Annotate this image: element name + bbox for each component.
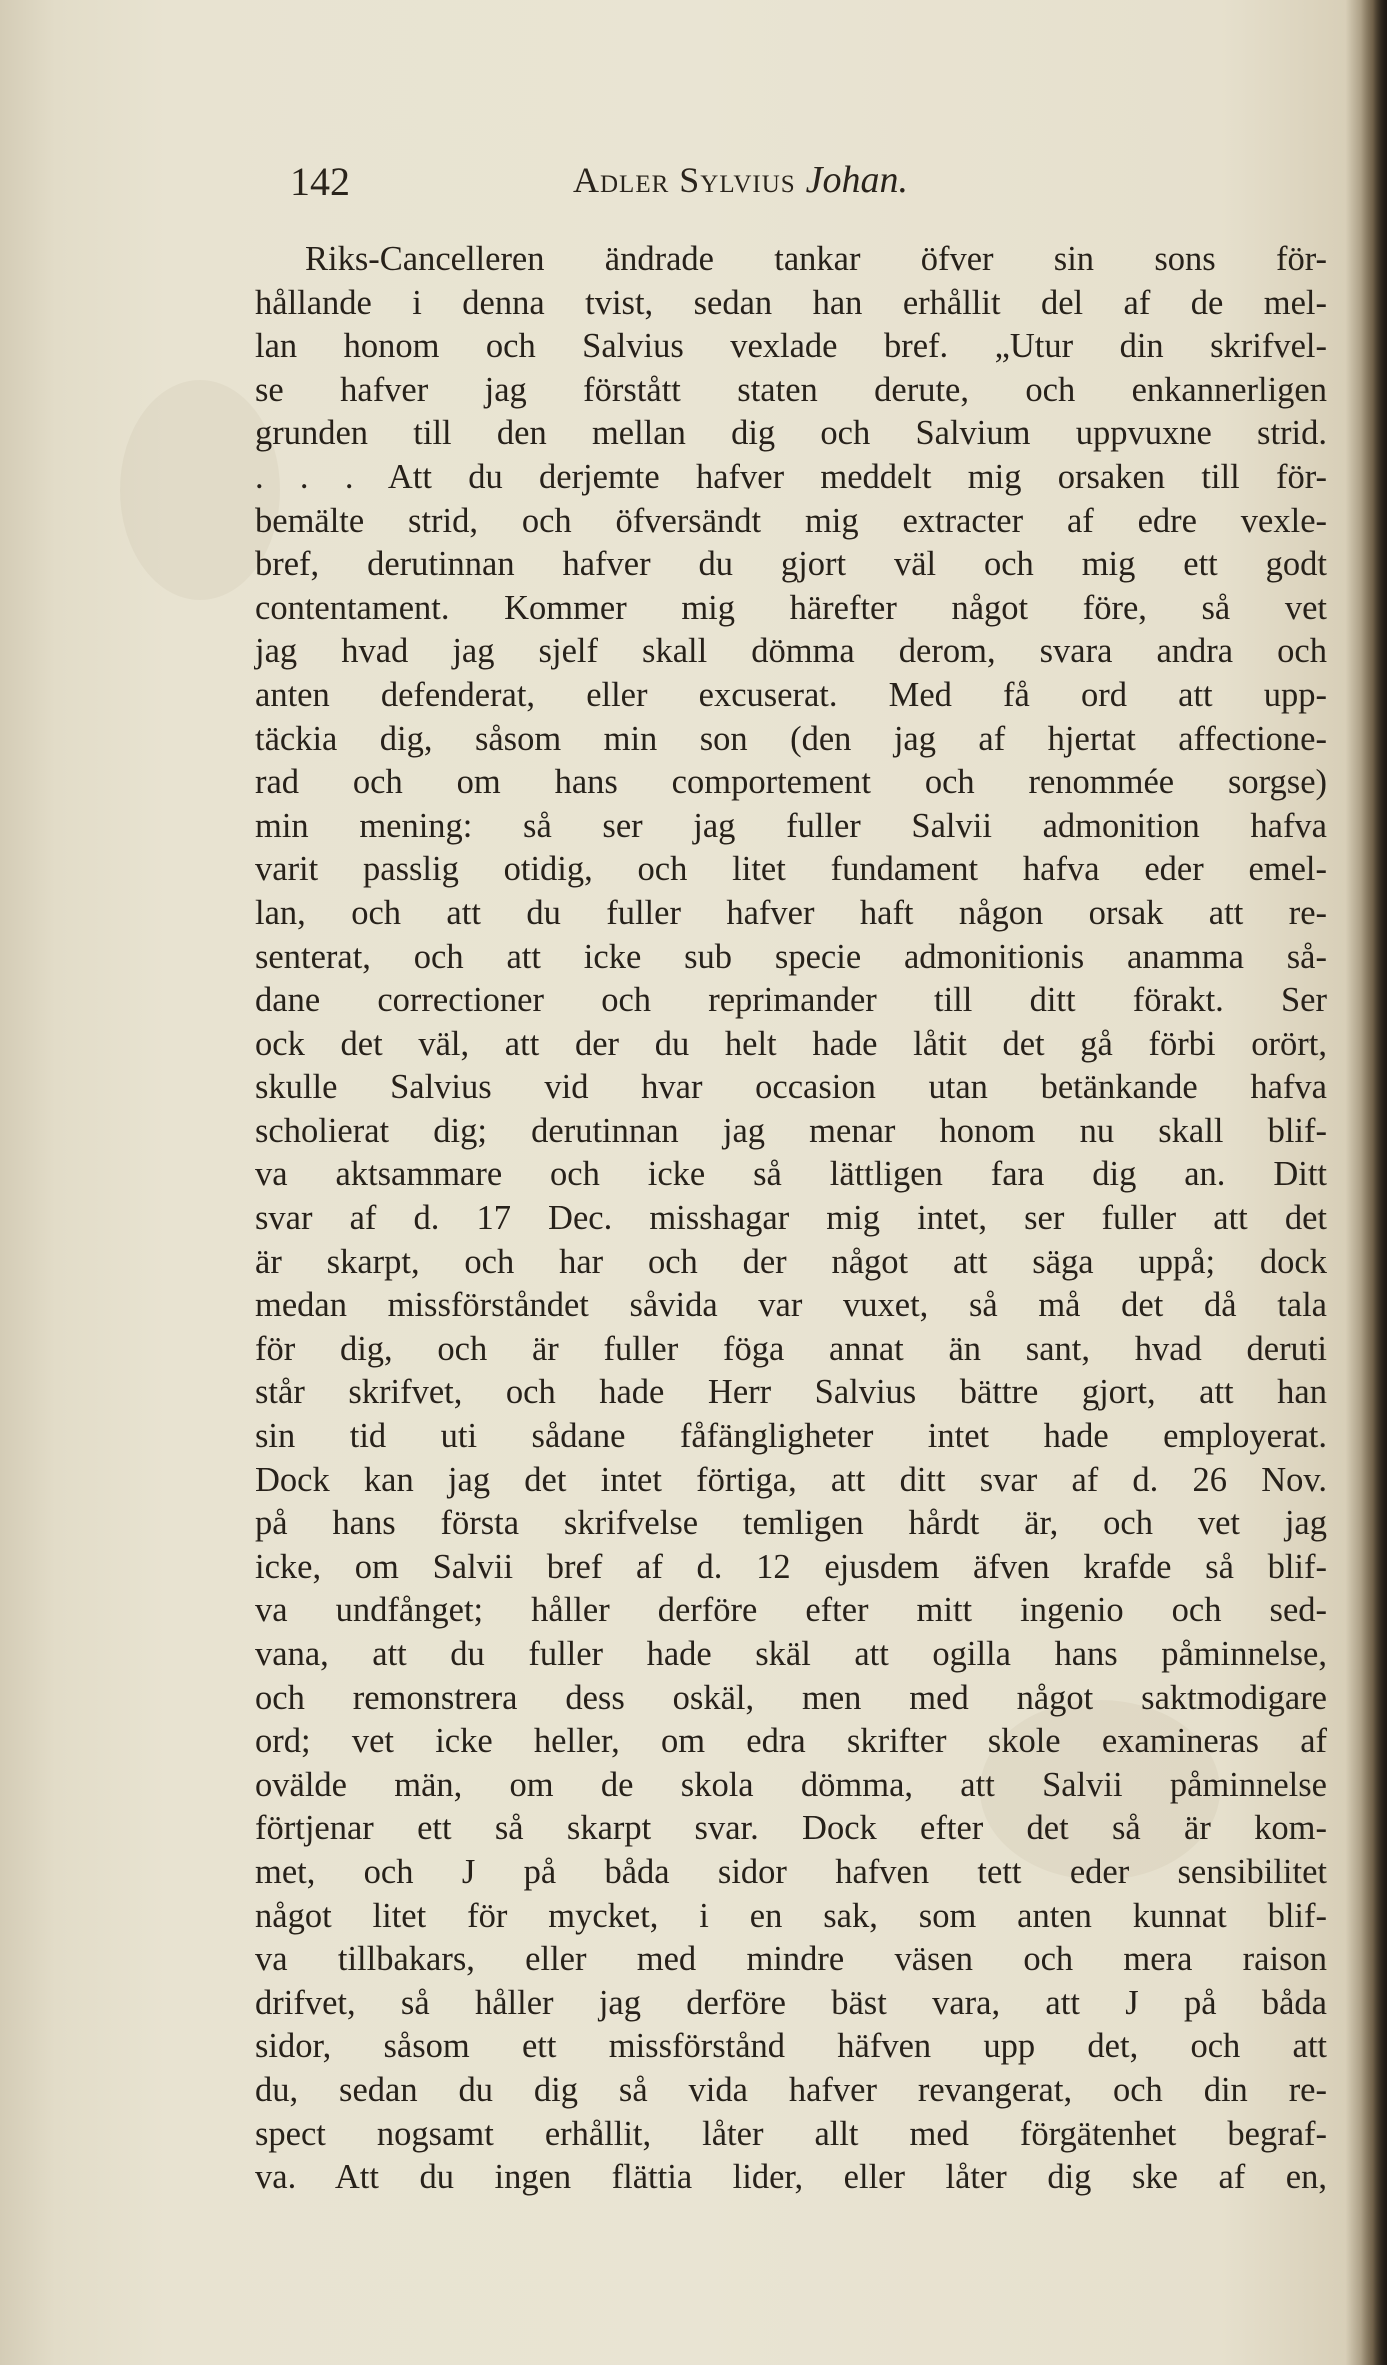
running-head-names: Adler Sylvius [573,160,796,200]
text-line: bemälte strid, och öfversändt mig extracter af edre vexle- [255,501,1327,540]
text-line: jag hvad jag sjelf skall dömma derom, svara andra och [255,632,1327,671]
text-line: icke, om Salvii bref af d. 12 ejusdem äfven krafde så blif- [255,1547,1327,1586]
text-line: va. Att du ingen flättia lider, eller låter dig ske af en, [255,2158,1327,2197]
text-line: är skarpt, och har och der något att säga uppå; dock [255,1242,1327,1281]
text-line: täckia dig, såsom min son (den jag af hjertat affectione- [255,719,1327,758]
running-head [573,158,908,202]
text-line: spect nogsamt erhållit, låter allt med förgätenhet begraf- [255,2114,1327,2153]
text-line: grunden till den mellan dig och Salvium uppvuxne strid. [255,414,1327,453]
text-line: för dig, och är fuller föga annat än sant, hvad deruti [255,1329,1327,1368]
text-line: Dock kan jag det intet förtiga, att ditt svar af d. 26 Nov. [255,1460,1327,1499]
text-line: sin tid uti sådane fåfängligheter intet hade employerat. [255,1417,1327,1456]
text-line: contentament. Kommer mig härefter något före, så vet [255,588,1327,627]
text-line: ock det väl, att der du helt hade låtit det gå förbi orört, [255,1024,1327,1063]
text-line: står skrifvet, och hade Herr Salvius bättre gjort, att han [255,1373,1327,1412]
text-line: ovälde män, om de skola dömma, att Salvii påminnelse [255,1765,1327,1804]
text-line: och remonstrera dess oskäl, men med något saktmodigare [255,1678,1327,1717]
text-line: sidor, såsom ett missförstånd häfven upp det, och att [255,2027,1327,2066]
body-text [255,238,1327,2200]
text-line: på hans första skrifvelse temligen hårdt är, och vet jag [255,1504,1327,1543]
text-line: min mening: så ser jag fuller Salvii admonition hafva [255,806,1327,845]
text-line: lan honom och Salvius vexlade bref. „Utur din skrifvel- [255,327,1327,366]
text-line: svar af d. 17 Dec. misshagar mig intet, ser fuller att det [255,1199,1327,1238]
page-header [290,158,1050,208]
text-line: va aktsammare och icke så lättligen fara dig an. Ditt [255,1155,1327,1194]
text-line: medan missförståndet såvida var vuxet, så må det då tala [255,1286,1327,1325]
text-line: met, och J på båda sidor hafven tett eder sensibilitet [255,1852,1327,1891]
text-line: du, sedan du dig så vida hafver revangerat, och din re- [255,2070,1327,2109]
page-edge-shadow [1361,0,1387,2365]
text-line: bref, derutinnan hafver du gjort väl och mig ett godt [255,545,1327,584]
text-line: skulle Salvius vid hvar occasion utan betänkande hafva [255,1068,1327,1107]
text-line: dane correctioner och reprimander till ditt förakt. Ser [255,981,1327,1020]
text-line: drifvet, så håller jag derföre bäst vara, att J på båda [255,1983,1327,2022]
text-line: varit passlig otidig, och litet fundament hafva eder emel- [255,850,1327,889]
text-line: förtjenar ett så skarpt svar. Dock efter det så är kom- [255,1809,1327,1848]
running-head-given-name: Johan. [805,159,909,201]
text-line: . . . Att du derjemte hafver meddelt mig orsaken till för- [255,457,1327,496]
text-line: scholierat dig; derutinnan jag menar honom nu skall blif- [255,1111,1327,1150]
text-line: va tillbakars, eller med mindre väsen och mera raison [255,1940,1327,1979]
text-line: lan, och att du fuller hafver haft någon orsak att re- [255,893,1327,932]
text-line: något litet för mycket, i en sak, som anten kunnat blif- [255,1896,1327,1935]
text-line: rad och om hans comportement och renommée sorgse) [255,763,1327,802]
text-line: senterat, och att icke sub specie admonitionis anamma så- [255,937,1327,976]
page-number: 142 [290,159,350,204]
text-line: Riks-Cancelleren ändrade tankar öfver sin sons för- [305,240,1327,278]
text-line: ord; vet icke heller, om edra skrifter skole examineras af [255,1722,1327,1761]
text-line: va undfånget; håller derföre efter mitt ingenio och sed- [255,1591,1327,1630]
text-line: se hafver jag förstått staten derute, och enkannerligen [255,370,1327,409]
text-line: hållande i denna tvist, sedan han erhållit del af de mel- [255,283,1327,322]
text-line: vana, att du fuller hade skäl att ogilla hans påminnelse, [255,1635,1327,1673]
text-line: anten defenderat, eller excuserat. Med få ord att upp- [255,675,1327,714]
